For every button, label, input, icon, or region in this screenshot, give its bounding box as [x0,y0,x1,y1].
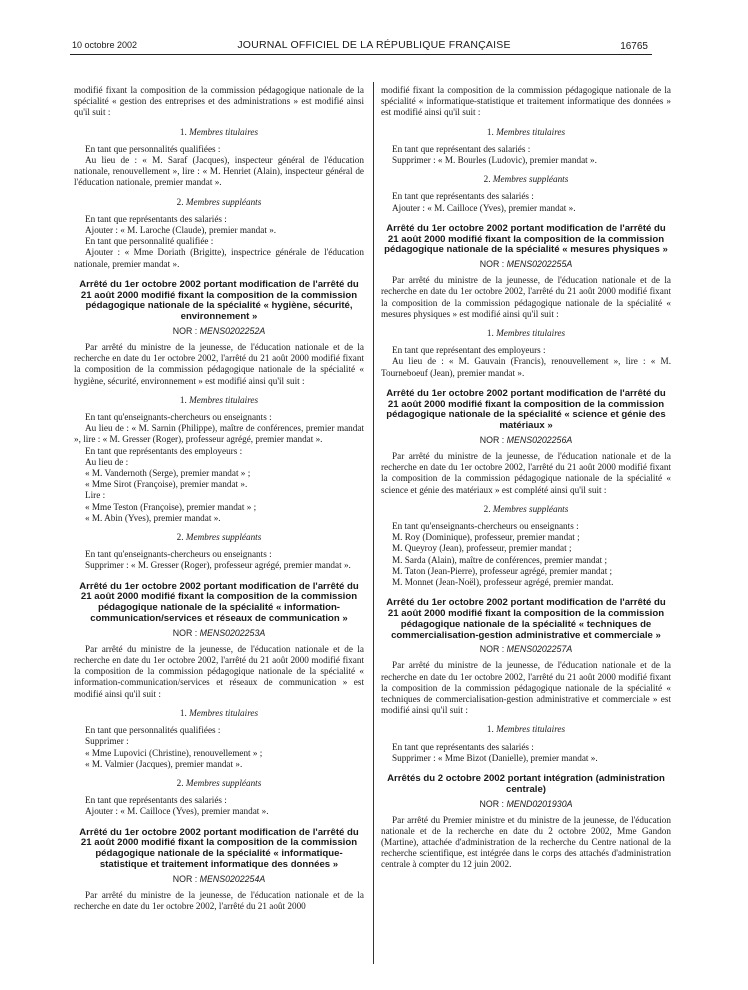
nor-reference: NOR : MENS0202252A [172,326,266,337]
body-line: Au lieu de : « M. Saraf (Jacques), inspecteur général de l'éducation nationale, renouvellement », lire : « M. Henriet (Alain), inspecteur général de l'éducation nationale, premier mandat ». [74,155,364,188]
intro-paragraph: modifié fixant la composition de la commission pédagogique nationale de la spécialité « gestion des entreprises et des administrations » est modifié ainsi qu'il suit : [74,85,364,118]
body-line: Supprimer : « M. Bourles (Ludovic), premier mandat ». [392,155,597,166]
body-line: M. Queyroy (Jean), professeur, premier mandat ; [392,543,572,554]
decree-heading: Arrêté du 1er octobre 2002 portant modification de l'arrêté du 21 août 2000 modifié fixant la composition de la commission pédagogique nationale de la spécialité « techniques de commercialisation-gestion administrative et commerciale » [386,597,666,641]
nor-reference: NOR : MENS0202256A [479,435,573,446]
body-line: En tant que représentants des salariés : [85,213,227,224]
page-number: 16765 [620,41,648,52]
decree-body: Par arrêté du ministre de la jeunesse, de l'éducation nationale et de la recherche en date du 1er octobre 2002, l'arrêté du 21 août 2000 modifié fixant la composition de la commission pédagogique nationale de la spécialité « hygiène, sécurité, environnement » est modifié ainsi qu'il suit : [74,342,364,386]
body-line: En tant que représentants des salariés : [392,741,534,752]
section-heading: 2. Membres suppléants [483,174,569,185]
body-line: En tant qu'enseignants-chercheurs ou enseignants : [392,521,579,532]
body-line: En tant que représentant des employeurs : [392,345,546,356]
decree-heading: Arrêté du 1er octobre 2002 portant modification de l'arrêté du 21 août 2000 modifié fixant la composition de la commission pédagogique nationale de la spécialité « hygiène, sécurité, environnement » [79,278,359,323]
body-line: « Mme Lupovici (Christine), renouvellement » ; [85,747,263,758]
body-line: Supprimer : « M. Gresser (Roger), professeur agrégé, premier mandat ». [85,560,351,571]
journal-title: JOURNAL OFFICIEL DE LA RÉPUBLIQUE FRANÇAISE [237,39,511,51]
body-line: En tant que représentants des employeurs : [85,445,243,456]
body-line: Ajouter : « M. Cailloce (Yves), premier mandat ». [85,806,269,817]
body-line: « Mme Sirot (Françoise), premier mandat ». [85,479,248,490]
body-line: « Mme Teston (Françoise), premier mandat » ; [85,501,257,512]
body-line: En tant que représentant des salariés : [392,143,531,154]
nor-reference: NOR : MENS0202255A [479,259,573,270]
intro-paragraph: modifié fixant la composition de la commission pédagogique nationale de la spécialité « informatique-statistique et traitement informatique des données » est modifié ainsi qu'il suit : [381,85,671,118]
decree-heading: Arrêté du 1er octobre 2002 portant modification de l'arrêté du 21 août 2000 modifié fixant la composition de la commission pédagogique nationale de la spécialité « mesures physiques » [384,222,668,256]
section-heading: 1. Membres titulaires [179,394,259,405]
body-line: Ajouter : « M. Cailloce (Yves), premier mandat ». [392,202,576,213]
section-heading: 1. Membres titulaires [179,707,259,718]
section-heading: 2. Membres suppléants [483,503,569,514]
body-line: « M. Abin (Yves), premier mandat ». [85,512,221,523]
body-line: En tant que personnalité qualifiée : [85,236,214,247]
decree-body: Par arrêté du ministre de la jeunesse, de l'éducation nationale et de la recherche en date du 1er octobre 2002, l'arrêté du 21 août 2000 modifié fixant la composition de la commission pédagogique nationale de la spécialité « information-communication/services et réseaux de communication » est modifié ainsi qu'il suit : [74,643,364,699]
body-line: M. Roy (Dominique), professeur, premier mandat ; [392,532,580,543]
header-date: 10 octobre 2002 [72,40,138,50]
body-line: Supprimer : [85,736,129,747]
decree-heading: Arrêté du 1er octobre 2002 portant modification de l'arrêté du 21 août 2000 modifié fixant la composition de la commission pédagogique nationale de la spécialité « science et génie des matériaux » [386,387,666,432]
body-line: En tant que personnalités qualifiées : [85,143,221,154]
right-column [381,85,671,871]
section-heading: 2. Membres suppléants [176,777,262,788]
body-line: « M. Vandernoth (Serge), premier mandat » ; [85,468,251,479]
decree-body: Par arrêté du ministre de la jeunesse, de l'éducation nationale et de la recherche en date du 1er octobre 2002, l'arrêté du 21 août 2000 modifié fixant la composition de la commission pédagogique nationale de la spécialité « techniques de commercialisation-gestion administrative et commerciale » est modifié ainsi qu'il suit : [381,660,671,716]
body-line: Ajouter : « M. Laroche (Claude), premier mandat ». [85,225,277,236]
body-line: En tant qu'enseignants-chercheurs ou enseignants : [85,412,272,423]
nor-reference: NOR : MENS0202253A [172,627,266,638]
body-line: Lire : [85,490,106,501]
body-line: En tant que représentants des salariés : [392,191,534,202]
section-heading: 1. Membres titulaires [486,328,566,339]
body-line: Ajouter : « Mme Doriath (Brigitte), inspectrice générale de l'éducation nationale, premier mandat ». [74,247,364,269]
body-line: Au lieu de : [85,456,129,467]
section-heading: 2. Membres suppléants [176,196,262,207]
decree-body: Par arrêté du Premier ministre et du ministre de la jeunesse, de l'éducation nationale et de la recherche en date du 2 octobre 2002, Mme Gandon (Martine), attachée d'administration de la recherche du Centre national de la recherche scientifique, est intégrée dans le corps des attachés d'administration centrale à compter du 12 juin 2002. [381,814,671,870]
left-column [74,85,364,912]
body-line: « M. Valmier (Jacques), premier mandat ». [85,758,243,769]
decree-body: Par arrêté du ministre de la jeunesse, de l'éducation nationale et de la recherche en date du 1er octobre 2002, l'arrêté du 21 août 2000 modifié fixant la composition de la commission pédagogique nationale de la spécialité « mesures physiques » est modifié ainsi qu'il suit : [381,275,671,319]
body-line: En tant que représentants des salariés : [85,795,227,806]
decree-body: Par arrêté du ministre de la jeunesse, de l'éducation nationale et de la recherche en date du 1er octobre 2002, l'arrêté du 21 août 2000 [74,889,364,911]
body-line: Supprimer : « Mme Bizot (Danielle), premier mandat ». [392,752,598,763]
body-line: M. Monnet (Jean-Noël), professeur agrégé, premier mandat. [392,577,614,588]
body-line: Au lieu de : « M. Gauvain (Francis), renouvellement », lire : « M. Tourneboeuf (Jean), premier mandat ». [381,356,671,378]
decree-heading: Arrêtés du 2 octobre 2002 portant intégration (administration centrale) [387,773,665,795]
column-divider [373,82,374,964]
decree-body: Par arrêté du ministre de la jeunesse, de l'éducation nationale et de la recherche en date du 1er octobre 2002, l'arrêté du 21 août 2000 modifié fixant la composition de la commission pédagogique nationale de la spécialité « science et génie des matériaux » est complété ainsi qu'il suit : [381,451,671,495]
nor-reference: NOR : MENS0202254A [172,873,266,884]
body-line: M. Sarda (Alain), maître de conférences, premier mandat ; [392,554,608,565]
body-line: En tant qu'enseignants-chercheurs ou enseignants : [85,549,272,560]
section-heading: 1. Membres titulaires [179,126,259,137]
nor-reference: NOR : MENS0202257A [479,644,573,655]
section-heading: 2. Membres suppléants [176,532,262,543]
body-line: En tant que personnalités qualifiées : [85,725,221,736]
body-line: Au lieu de : « M. Sarnin (Philippe), maître de conférences, premier mandat », lire : « M. Gresser (Roger), professeur agrégé, premier mandat ». [74,423,364,445]
decree-heading: Arrêté du 1er octobre 2002 portant modification de l'arrêté du 21 août 2000 modifié fixant la composition de la commission pédagogique nationale de la spécialité « informatique-statistique et traitement informatique des données » [79,826,359,870]
header-rule [70,54,652,55]
section-heading: 1. Membres titulaires [486,126,566,137]
decree-heading: Arrêté du 1er octobre 2002 portant modification de l'arrêté du 21 août 2000 modifié fixant la composition de la commission pédagogique nationale de la spécialité « information-communication/services et réseaux de communication » [79,580,359,625]
section-heading: 1. Membres titulaires [486,724,566,735]
body-line: M. Taton (Jean-Pierre), professeur agrégé, premier mandat ; [392,565,613,576]
nor-reference: NOR : MEND0201930A [479,798,573,809]
